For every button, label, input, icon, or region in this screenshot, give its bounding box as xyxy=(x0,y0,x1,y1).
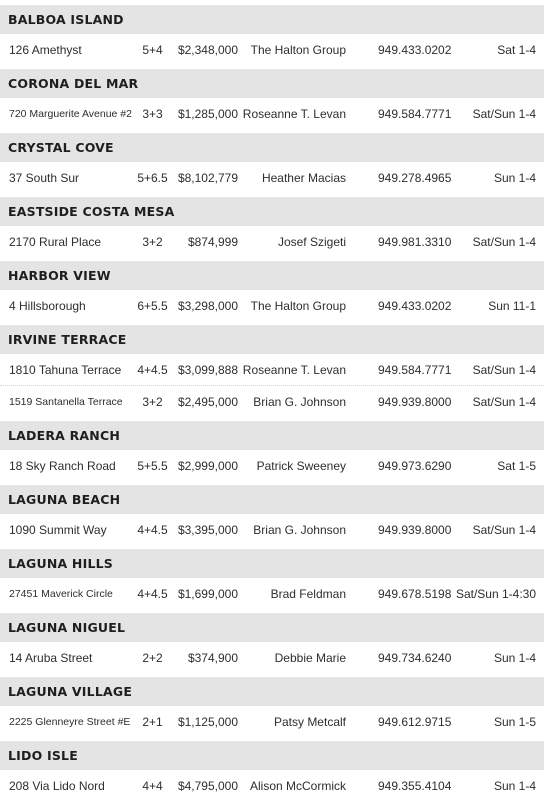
section-header-area: LIDO ISLE xyxy=(0,741,544,770)
section-header-area: CRYSTAL COVE xyxy=(0,133,544,162)
listing-address: 2225 Glenneyre Street #E xyxy=(9,716,131,728)
listing-address: 720 Marguerite Avenue #2 xyxy=(9,108,132,120)
listing-bed-bath: 3+2 xyxy=(142,235,163,249)
listing-agent: Heather Macias xyxy=(261,171,346,185)
listing-address: 1090 Summit Way xyxy=(9,523,107,537)
listing-price: $3,298,000 xyxy=(177,299,238,313)
listing-address: 208 Via Lido Nord xyxy=(9,779,105,793)
listing-open-hours: Sun 1-4 xyxy=(493,651,536,665)
listing-row xyxy=(0,162,544,194)
listing-bed-bath: 5+6.5 xyxy=(137,171,168,185)
listing-agent: Brad Feldman xyxy=(270,587,346,601)
listing-open-hours: Sat/Sun 1-4 xyxy=(472,235,536,249)
listing-price: $2,348,000 xyxy=(177,43,238,57)
listing-open-hours: Sat 1-4 xyxy=(497,43,536,57)
listing-address: 1519 Santanella Terrace xyxy=(9,396,123,408)
listing-agent: The Halton Group xyxy=(250,299,346,313)
listing-price: $3,099,888 xyxy=(177,363,238,377)
listing-agent: Brian G. Johnson xyxy=(253,523,346,537)
listing-price: $4,795,000 xyxy=(177,779,238,793)
section-header-area: CORONA DEL MAR xyxy=(0,69,544,98)
section-header-area: LAGUNA NIGUEL xyxy=(0,613,544,642)
listing-address: 27451 Maverick Circle xyxy=(9,588,113,600)
listing-agent: The Halton Group xyxy=(250,43,346,57)
listing-agent: Roseanne T. Levan xyxy=(242,107,346,121)
listing-row xyxy=(0,642,544,674)
listing-phone: 949.584.7771 xyxy=(378,107,452,121)
listing-open-hours: Sun 1-5 xyxy=(493,715,536,729)
listing-bed-bath: 5+4 xyxy=(142,43,163,57)
listing-row xyxy=(0,354,544,386)
listing-price: $2,495,000 xyxy=(177,395,238,409)
listing-row xyxy=(0,226,544,258)
listing-price: $1,699,000 xyxy=(177,587,238,601)
listing-phone: 949.734.6240 xyxy=(378,651,452,665)
open-house-listings xyxy=(0,5,544,802)
section-header-area: LAGUNA BEACH xyxy=(0,485,544,514)
listing-agent: Roseanne T. Levan xyxy=(242,363,346,377)
listing-address: 14 Aruba Street xyxy=(9,651,93,665)
listing-row xyxy=(0,290,544,322)
section-header-area: LAGUNA HILLS xyxy=(0,549,544,578)
listing-bed-bath: 4+4.5 xyxy=(137,523,168,537)
listing-address: 4 Hillsborough xyxy=(9,299,86,313)
listing-price: $374,900 xyxy=(187,651,238,665)
listing-address: 2170 Rural Place xyxy=(9,235,102,249)
listing-phone: 949.973.6290 xyxy=(378,459,452,473)
listing-phone: 949.678.5198 xyxy=(378,587,452,601)
listing-price: $1,125,000 xyxy=(177,715,238,729)
listing-phone: 949.939.8000 xyxy=(378,523,452,537)
listing-open-hours: Sat/Sun 1-4 xyxy=(472,395,536,409)
listing-address: 126 Amethyst xyxy=(9,43,82,57)
listing-bed-bath: 4+4.5 xyxy=(137,363,168,377)
section-header-area: LAGUNA VILLAGE xyxy=(0,677,544,706)
listing-price: $2,999,000 xyxy=(177,459,238,473)
listing-phone: 949.939.8000 xyxy=(378,395,452,409)
listing-row xyxy=(0,34,544,66)
listing-bed-bath: 4+4.5 xyxy=(137,587,168,601)
listing-open-hours: Sat/Sun 1-4 xyxy=(472,363,536,377)
listing-row xyxy=(0,706,544,738)
listing-bed-bath: 3+2 xyxy=(142,395,163,409)
listing-open-hours: Sun 1-4 xyxy=(493,171,536,185)
section-header-area: EASTSIDE COSTA MESA xyxy=(0,197,544,226)
listing-open-hours: Sun 11-1 xyxy=(488,299,536,313)
listing-agent: Josef Szigeti xyxy=(277,235,346,249)
listing-bed-bath: 5+5.5 xyxy=(137,459,168,473)
listing-bed-bath: 3+3 xyxy=(142,107,163,121)
section-header-area: LADERA RANCH xyxy=(0,421,544,450)
listing-address: 18 Sky Ranch Road xyxy=(9,459,116,473)
listing-phone: 949.584.7771 xyxy=(378,363,452,377)
listing-phone: 949.612.9715 xyxy=(378,715,452,729)
section-header-area: IRVINE TERRACE xyxy=(0,325,544,354)
listing-row xyxy=(0,98,544,130)
section-header-area: BALBOA ISLAND xyxy=(0,5,544,34)
listing-row xyxy=(0,386,544,418)
listing-bed-bath: 6+5.5 xyxy=(137,299,168,313)
listing-bed-bath: 4+4 xyxy=(142,779,163,793)
listing-agent: Brian G. Johnson xyxy=(253,395,346,409)
listing-row xyxy=(0,578,544,610)
listing-phone: 949.278.4965 xyxy=(378,171,452,185)
section-header-area: HARBOR VIEW xyxy=(0,261,544,290)
listing-agent: Debbie Marie xyxy=(274,651,346,665)
listing-phone: 949.355.4104 xyxy=(378,779,452,793)
listing-open-hours: Sun 1-4 xyxy=(493,779,536,793)
listing-open-hours: Sat/Sun 1-4:30 xyxy=(455,587,536,601)
listing-price: $874,999 xyxy=(187,235,238,249)
listing-row xyxy=(0,514,544,546)
listing-open-hours: Sat 1-5 xyxy=(497,459,536,473)
listing-price: $3,395,000 xyxy=(177,523,238,537)
listing-address: 1810 Tahuna Terrace xyxy=(9,363,122,377)
listing-phone: 949.433.0202 xyxy=(378,43,452,57)
listing-phone: 949.433.0202 xyxy=(378,299,452,313)
listing-bed-bath: 2+1 xyxy=(142,715,163,729)
listing-price: $8,102,779 xyxy=(177,171,238,185)
listing-agent: Patrick Sweeney xyxy=(256,459,346,473)
listing-row xyxy=(0,450,544,482)
listing-bed-bath: 2+2 xyxy=(142,651,163,665)
listing-open-hours: Sat/Sun 1-4 xyxy=(472,523,536,537)
listing-row xyxy=(0,770,544,802)
listing-agent: Alison McCormick xyxy=(249,779,346,793)
listing-price: $1,285,000 xyxy=(177,107,238,121)
listing-open-hours: Sat/Sun 1-4 xyxy=(472,107,536,121)
listing-phone: 949.981.3310 xyxy=(378,235,452,249)
listing-agent: Patsy Metcalf xyxy=(273,715,346,729)
listing-address: 37 South Sur xyxy=(9,171,80,185)
